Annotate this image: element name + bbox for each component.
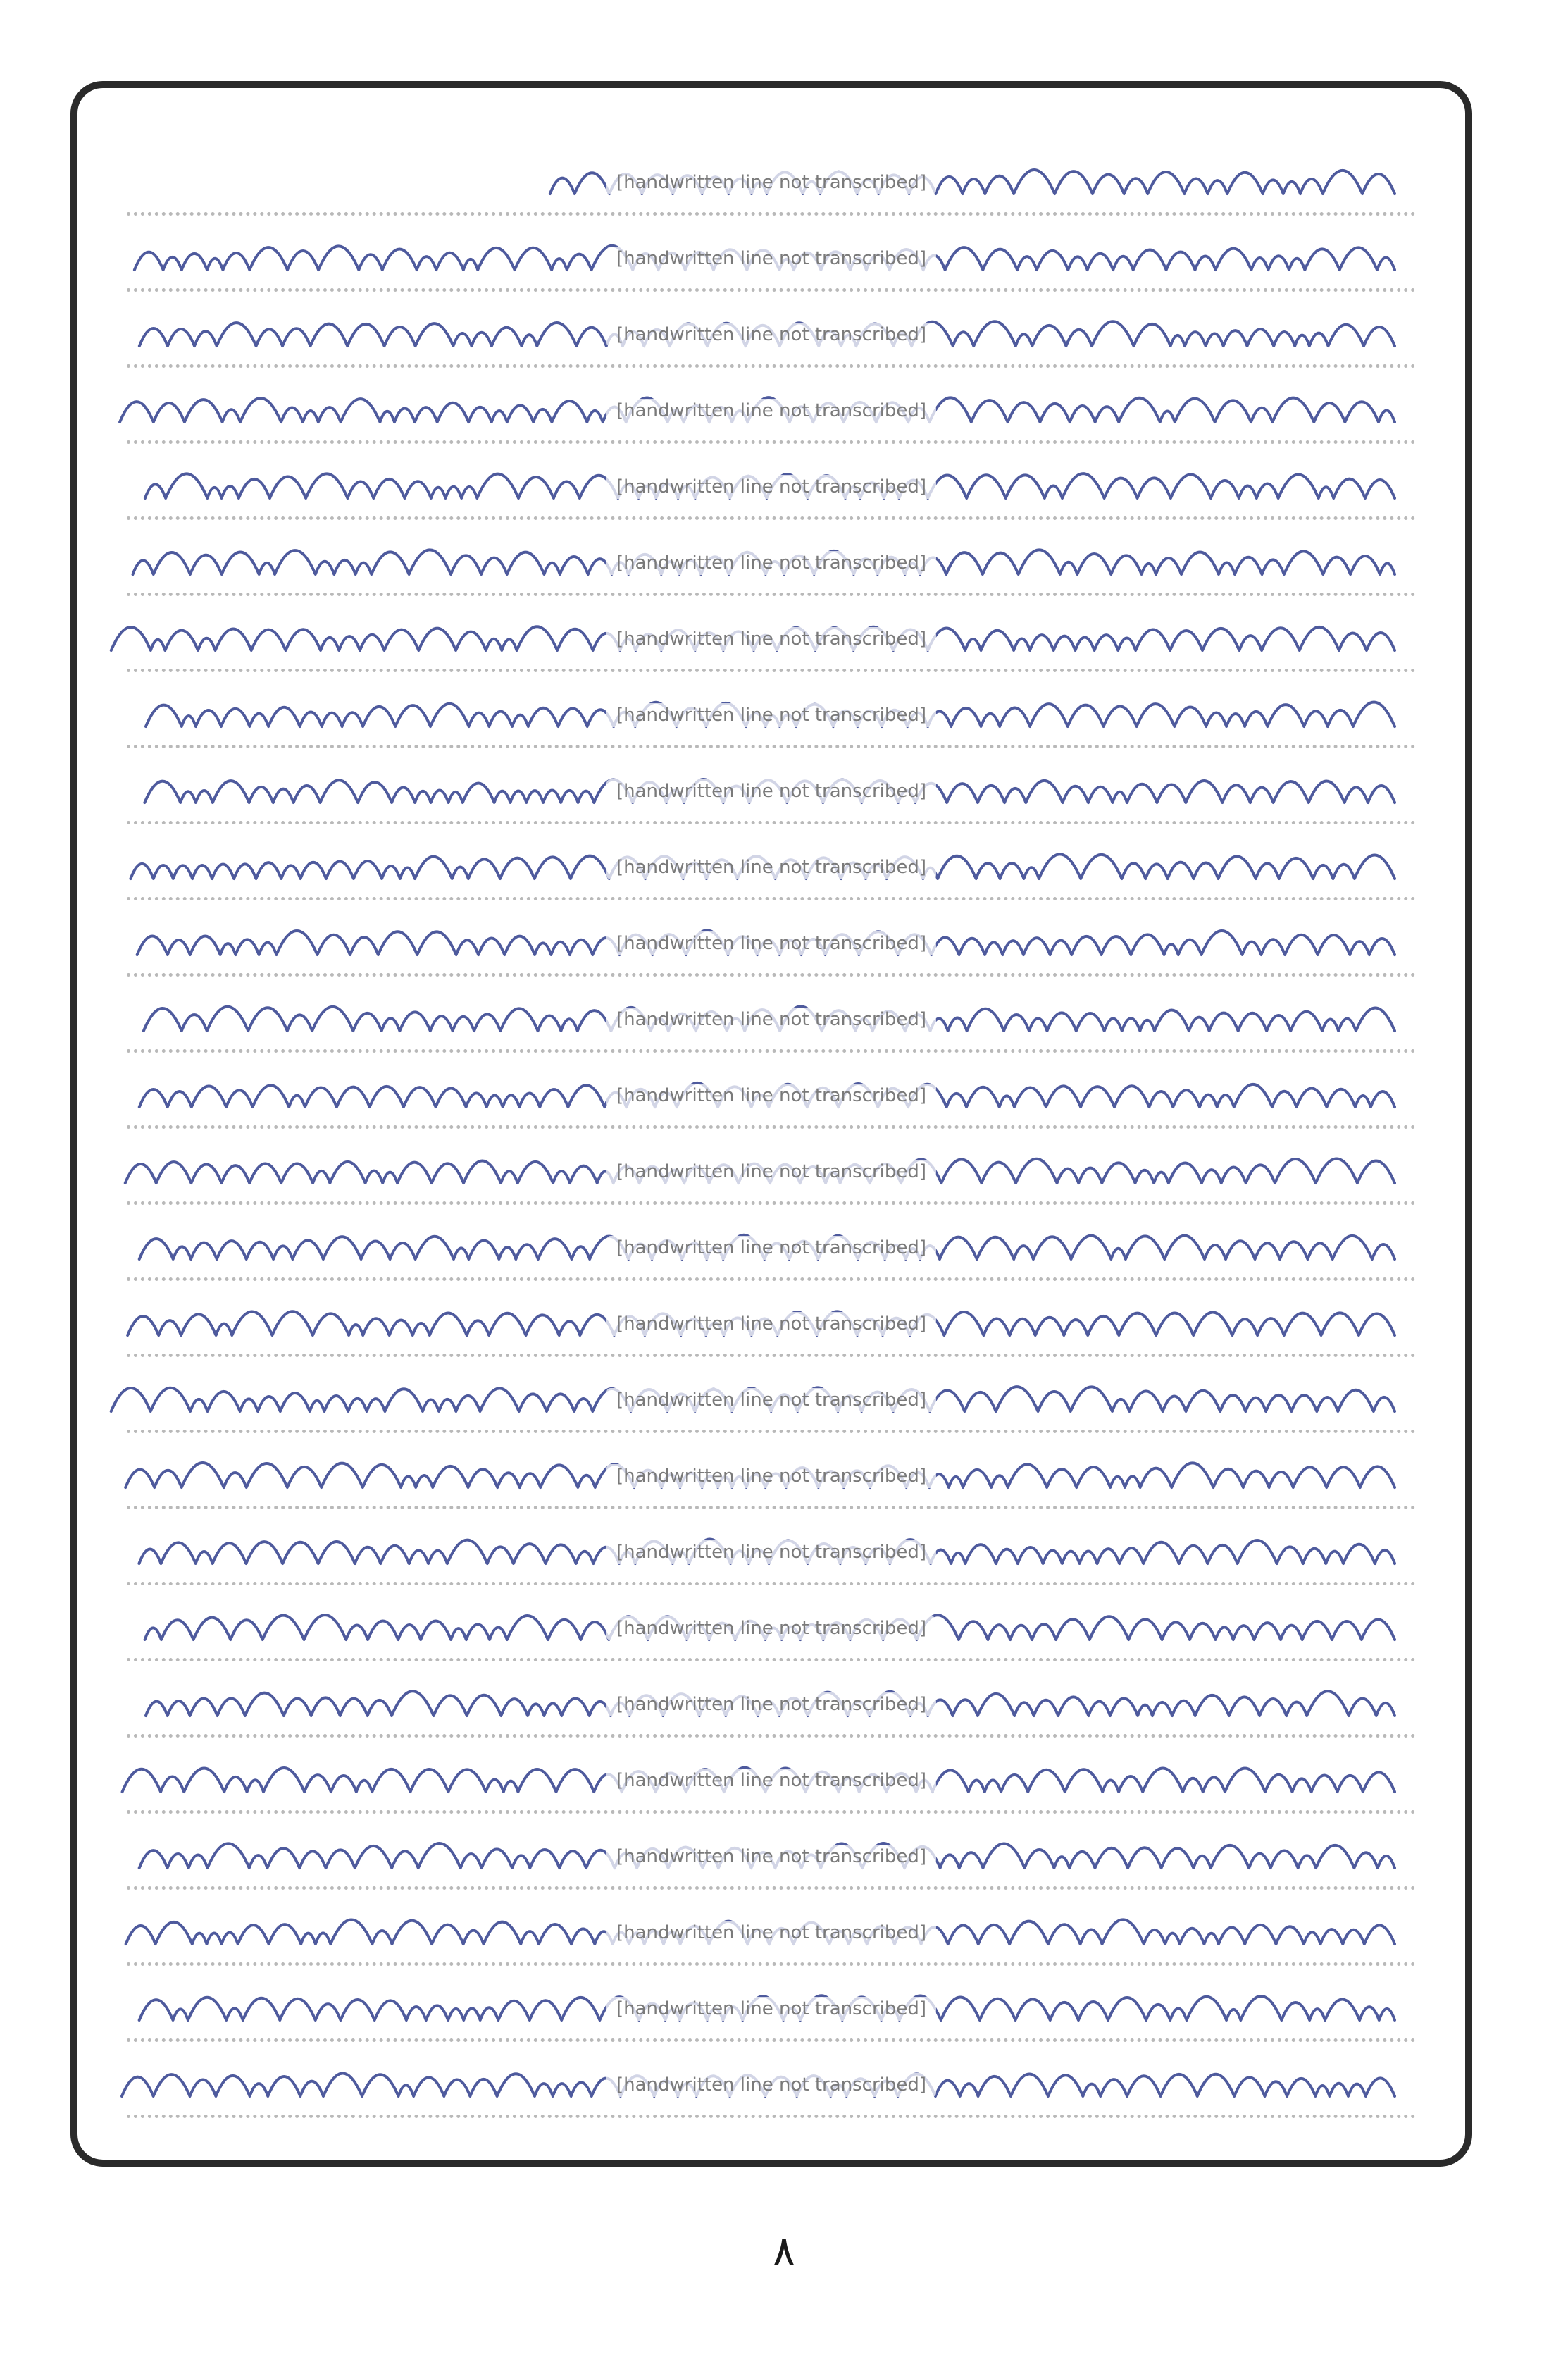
unread-line-label: [handwritten line not transcribed]: [606, 551, 936, 575]
unread-line-label: [handwritten line not transcribed]: [606, 399, 936, 423]
page-number: ۸: [772, 2227, 796, 2276]
handwritten-line: [127, 1438, 1416, 1514]
handwritten-line: [127, 1819, 1416, 1895]
handwritten-line: [127, 829, 1416, 905]
handwritten-line: [127, 1134, 1416, 1210]
handwritten-line: [127, 525, 1416, 601]
unread-line-label: [handwritten line not transcribed]: [606, 1008, 936, 1032]
handwritten-line: [127, 373, 1416, 449]
unread-line-label: [handwritten line not transcribed]: [606, 247, 936, 271]
unread-line-label: [handwritten line not transcribed]: [606, 171, 936, 194]
unread-line-label: [handwritten line not transcribed]: [606, 1692, 936, 1716]
handwritten-line: [127, 982, 1416, 1058]
page-frame: [70, 81, 1472, 2167]
unread-line-label: [handwritten line not transcribed]: [606, 1997, 936, 2021]
handwritten-line: [127, 1895, 1416, 1971]
unread-line-label: [handwritten line not transcribed]: [606, 1921, 936, 1945]
unread-line-label: [handwritten line not transcribed]: [606, 323, 936, 347]
handwritten-line: [127, 1514, 1416, 1590]
handwritten-line: [127, 753, 1416, 829]
handwritten-line: [127, 1210, 1416, 1286]
unread-line-label: [handwritten line not transcribed]: [606, 1160, 936, 1184]
handwritten-line: [127, 905, 1416, 982]
handwritten-line: [127, 1742, 1416, 1819]
handwritten-line: [127, 1362, 1416, 1438]
unread-line-label: [handwritten line not transcribed]: [606, 627, 936, 651]
unread-line-label: [handwritten line not transcribed]: [606, 1540, 936, 1564]
handwritten-line: [127, 1058, 1416, 1134]
unread-line-label: [handwritten line not transcribed]: [606, 1236, 936, 1260]
handwritten-line: [127, 601, 1416, 677]
unread-line-label: [handwritten line not transcribed]: [606, 1769, 936, 1793]
handwritten-line: [127, 449, 1416, 525]
unread-line-label: [handwritten line not transcribed]: [606, 855, 936, 879]
handwritten-line: [127, 677, 1416, 753]
unread-line-label: [handwritten line not transcribed]: [606, 1084, 936, 1108]
unread-line-label: [handwritten line not transcribed]: [606, 1616, 936, 1640]
unread-line-label: [handwritten line not transcribed]: [606, 1464, 936, 1488]
unread-line-label: [handwritten line not transcribed]: [606, 1388, 936, 1412]
unread-line-label: [handwritten line not transcribed]: [606, 931, 936, 955]
handwritten-line: [127, 1590, 1416, 1666]
handwritten-line: [127, 2047, 1416, 2123]
unread-line-label: [handwritten line not transcribed]: [606, 703, 936, 727]
handwritten-line: [127, 1971, 1416, 2047]
unread-line-label: [handwritten line not transcribed]: [606, 1312, 936, 1336]
unread-line-label: [handwritten line not transcribed]: [606, 1845, 936, 1869]
handwritten-line: [127, 221, 1416, 297]
handwritten-line: [127, 1666, 1416, 1742]
unread-line-label: [handwritten line not transcribed]: [606, 475, 936, 499]
unread-line-label: [handwritten line not transcribed]: [606, 779, 936, 803]
unread-line-label: [handwritten line not transcribed]: [606, 2073, 936, 2097]
handwritten-line: [127, 144, 1416, 221]
handwritten-line: [127, 297, 1416, 373]
handwritten-line: [127, 1286, 1416, 1362]
